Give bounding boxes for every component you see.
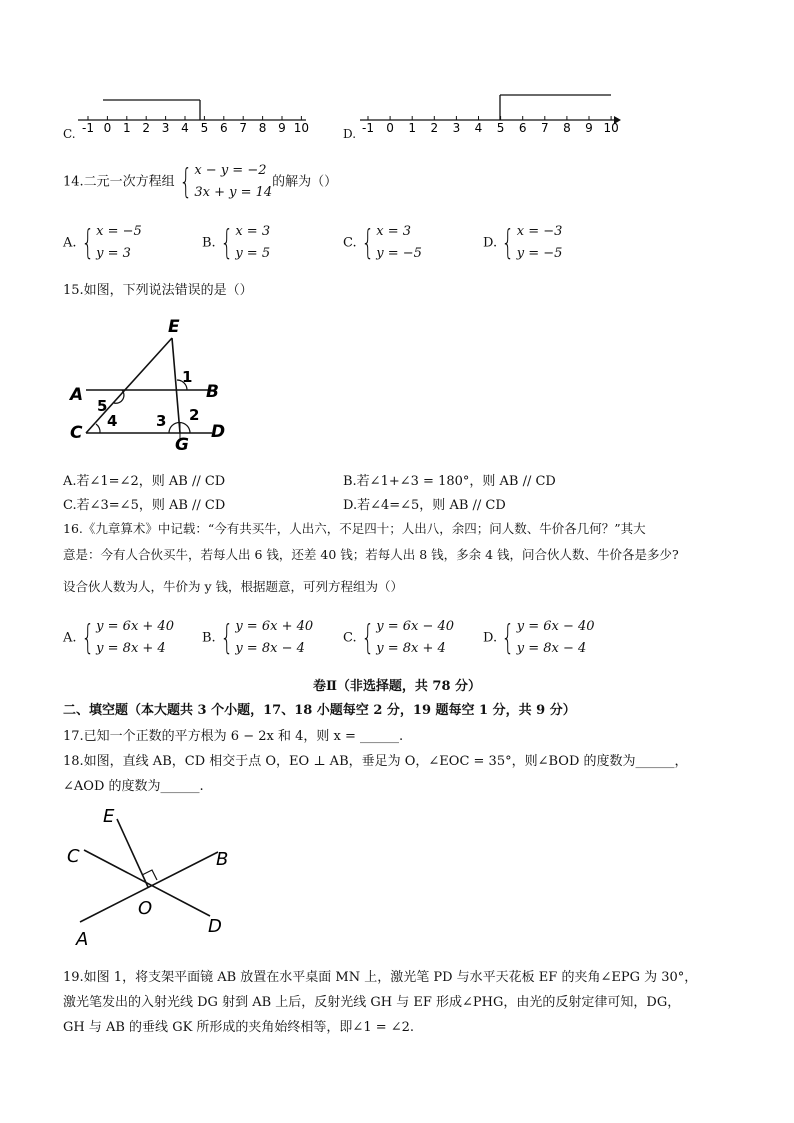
brace-icon: { [501,618,515,658]
q14-option-d[interactable] [483,221,562,265]
option-label: A. [63,235,77,251]
q16-line2: 意是：今有人合伙买牛，若每人出 6 钱，还差 40 钱；若每人出 8 钱，多余 4 钱，问合伙人数、牛价各是多少? [63,547,679,562]
section-title: 卷Ⅱ（非选择题，共 78 分） [312,679,482,694]
q15-option-b[interactable]: B.若∠1+∠3 = 180°，则 AB // CD [343,474,556,489]
q17-text: 17.已知一个正数的平方根为 6 − 2x 和 4，则 x = ______. [63,729,404,744]
option-eq: y = 5 [235,246,271,261]
option-eq: x = 3 [376,224,412,239]
brace-icon: { [360,618,374,658]
label-1: 1 [182,368,193,386]
label-4: 4 [107,412,118,430]
q16-line1: 16.《九章算术》中记载：“今有共买牛，人出六，不足四十；人出八，余四；问人数、牛价各几何？”其大 [63,521,646,536]
label-D: D [211,422,226,442]
q15-option-d[interactable]: D.若∠4=∠5，则 AB // CD [343,498,506,513]
option-eq: x = −5 [96,224,142,239]
number-line-tick-label: -1 [362,121,374,135]
option-eq: y = 6x − 40 [376,619,455,634]
label-5: 5 [97,397,108,415]
q16-line3: 设合伙人数为人，牛价为 y 钱，根据题意，可列方程组为（） [63,579,404,594]
q18-figure [60,804,240,950]
q13-option-d-label: D. [343,127,357,141]
number-line-tick-label: 7 [540,121,549,135]
q19-line2: 激光笔发出的入射光线 DG 射到 AB 上后，反射光线 GH 与 EF 形成∠PHG，由光的反射定律可知，DG， [63,995,681,1010]
q14-stem-suffix: 的解为（） [272,174,338,190]
q16-option-a[interactable] [63,616,174,660]
option-eq: y = 8x + 4 [96,641,166,656]
option-label: D. [483,235,498,251]
option-eq: y = −5 [376,246,422,261]
q14-equation-system [175,160,272,204]
number-line-tick-label: 10 [293,121,310,135]
number-line-tick-label: 3 [452,121,461,135]
option-eq: x = −3 [516,224,563,239]
q15-option-c[interactable]: C.若∠3=∠5，则 AB // CD [63,498,226,513]
q14-option-c[interactable] [343,221,422,265]
label-E: E [103,806,115,827]
number-line-tick-label: 6 [518,121,527,135]
label-A: A [76,929,89,950]
brace-icon: { [220,223,233,263]
option-label: A. [63,630,77,646]
q19-line1: 19.如图 1，将支架平面镜 AB 放置在水平桌面 MN 上，激光笔 PD 与水平天花板 EF 的夹角∠EPG 为 30°， [63,970,698,985]
brace-icon: { [360,223,374,263]
option-eq: y = 8x + 4 [376,641,446,656]
q14-eq1: x − y = −2 [194,163,267,178]
q13-number-line-c [76,92,312,140]
number-line-tick-label: 1 [122,121,131,135]
label-C: C [67,846,80,867]
label-3: 3 [156,412,167,430]
section-heading: 二、填空题（本大题共 3 个小题，17、18 小题每空 2 分，19 题每空 1 分，共 9 分） [63,703,576,718]
option-eq: y = 8x − 4 [235,641,305,656]
option-eq: y = −5 [516,246,563,261]
number-line-tick-label: 5 [200,121,209,135]
q19-line3: GH 与 AB 的垂线 GK 所形成的夹角始终相等，即∠1 = ∠2. [63,1020,415,1035]
option-label: B. [202,630,216,646]
number-line-tick-label: 9 [585,121,593,135]
option-label: D. [483,630,498,646]
number-line-tick-label: 6 [219,121,228,135]
brace-icon: { [220,618,233,658]
number-line-tick-label: 1 [408,121,417,135]
option-eq: y = 6x − 40 [516,619,595,634]
brace-icon: { [501,223,515,263]
number-line-tick-label: 4 [474,121,483,135]
q16-option-b[interactable] [202,616,313,660]
label-B: B [216,849,229,870]
label-C: C [70,423,83,443]
q14-stem-prefix: 14.二元一次方程组 [63,174,175,190]
number-line-tick-label: 0 [103,121,112,135]
option-eq: y = 8x − 4 [516,641,587,656]
q15-figure [64,310,234,460]
number-line-tick-label: 5 [496,121,505,135]
option-label: C. [343,630,357,646]
label-G: G [175,435,189,455]
q18-line1: 18.如图，直线 AB，CD 相交于点 O，EO ⊥ AB，垂足为 O，∠EOC = 35°，则∠BOD 的度数为______， [63,754,688,769]
label-E: E [168,317,180,337]
label-2: 2 [189,406,200,424]
q16-option-c[interactable] [343,616,454,660]
q15-stem: 15.如图，下列说法错误的是（） [63,283,253,298]
number-line-tick-label: 8 [258,121,267,135]
option-eq: y = 6x + 40 [96,619,174,634]
number-line-tick-label: 2 [142,121,151,135]
number-line-tick-label: 2 [430,121,439,135]
option-eq: y = 3 [96,246,131,261]
number-line-tick-label: 4 [181,121,189,135]
q16-option-d[interactable] [483,616,595,660]
option-eq: y = 6x + 40 [235,619,314,634]
q14-eq2: 3x + y = 14 [194,185,273,200]
number-line-tick-label: 9 [278,121,286,135]
number-line-tick-label: -1 [82,121,94,135]
brace-icon: { [80,223,94,263]
label-A: A [70,385,84,405]
q13-option-c-label: C. [63,127,76,141]
q15-option-a[interactable]: A.若∠1=∠2，则 AB // CD [63,474,226,489]
q14-option-a[interactable] [63,221,142,265]
option-label: B. [202,235,216,251]
number-line-tick-label: 0 [386,121,394,135]
number-line-tick-label: 10 [603,121,619,135]
q13-number-line-d [358,92,622,140]
q14-option-b[interactable] [202,221,270,265]
number-line-tick-label: 7 [239,121,248,135]
number-line-tick-label: 3 [161,121,170,135]
q18-line2: ∠AOD 的度数为______. [63,779,204,794]
brace-icon: { [80,618,94,658]
brace-icon: { [179,162,192,202]
option-eq: x = 3 [235,224,271,239]
label-B: B [206,382,219,402]
number-line-tick-label: 8 [563,121,571,135]
label-D: D [208,916,222,937]
option-label: C. [343,235,357,251]
label-O: O [138,898,153,919]
q14-question [63,160,337,204]
